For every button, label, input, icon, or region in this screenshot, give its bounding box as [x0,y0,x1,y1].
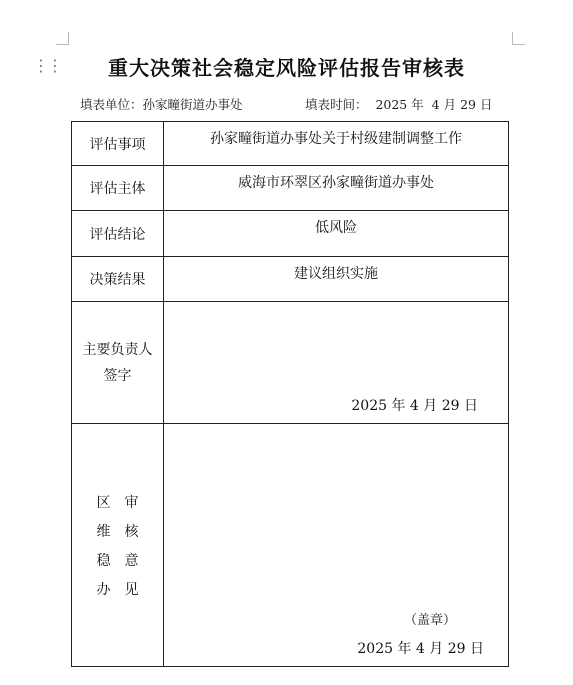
drag-handle-icon[interactable]: ⋮⋮ [33,56,61,75]
crop-mark-top-right [512,32,525,45]
signature-area[interactable] [164,302,509,424]
signature-label-line1: 主要负责人 [82,341,153,358]
opinion-area[interactable] [164,424,509,667]
seal-text: （盖章） [403,613,456,628]
opinion-label-char: 意 [124,552,139,569]
row-label: 评估事项 [72,122,164,166]
table-row [72,211,509,257]
document-title: 重大决策社会稳定风险评估报告审核表 [108,56,465,80]
signature-label-line2: 签字 [103,367,132,384]
table-row [72,257,509,302]
opinion-date: 2025 年 4 月 29 日 [357,641,484,657]
opinion-row [72,424,509,667]
row-value[interactable]: 孙家疃街道办事处关于村级建制调整工作 [164,122,509,166]
opinion-label-char: 见 [124,581,139,598]
opinion-label-char: 稳 [96,552,111,569]
row-label: 评估结论 [72,211,164,257]
table-row [72,166,509,211]
review-form-table [71,121,509,667]
opinion-label-char: 审 [124,494,139,511]
table-row [72,122,509,166]
row-label: 评估主体 [72,166,164,211]
fill-unit: 填表单位：孙家疃街道办事处 [80,97,243,112]
row-value[interactable]: 威海市环翠区孙家疃街道办事处 [164,166,509,211]
opinion-label-char: 区 [96,494,111,511]
signature-date: 2025 年 4 月 29 日 [351,398,478,414]
crop-mark-top-left [56,32,69,45]
row-label: 决策结果 [72,257,164,302]
opinion-label-char: 核 [124,523,139,540]
signature-label [72,302,164,424]
signature-row [72,302,509,424]
opinion-label [72,424,164,667]
opinion-label-char: 办 [96,581,111,598]
opinion-label-char: 维 [96,523,111,540]
fill-time: 填表时间： 2025 年 4 月 29 日 [305,97,493,112]
row-value[interactable]: 低风险 [164,211,509,257]
row-value[interactable]: 建议组织实施 [164,257,509,302]
